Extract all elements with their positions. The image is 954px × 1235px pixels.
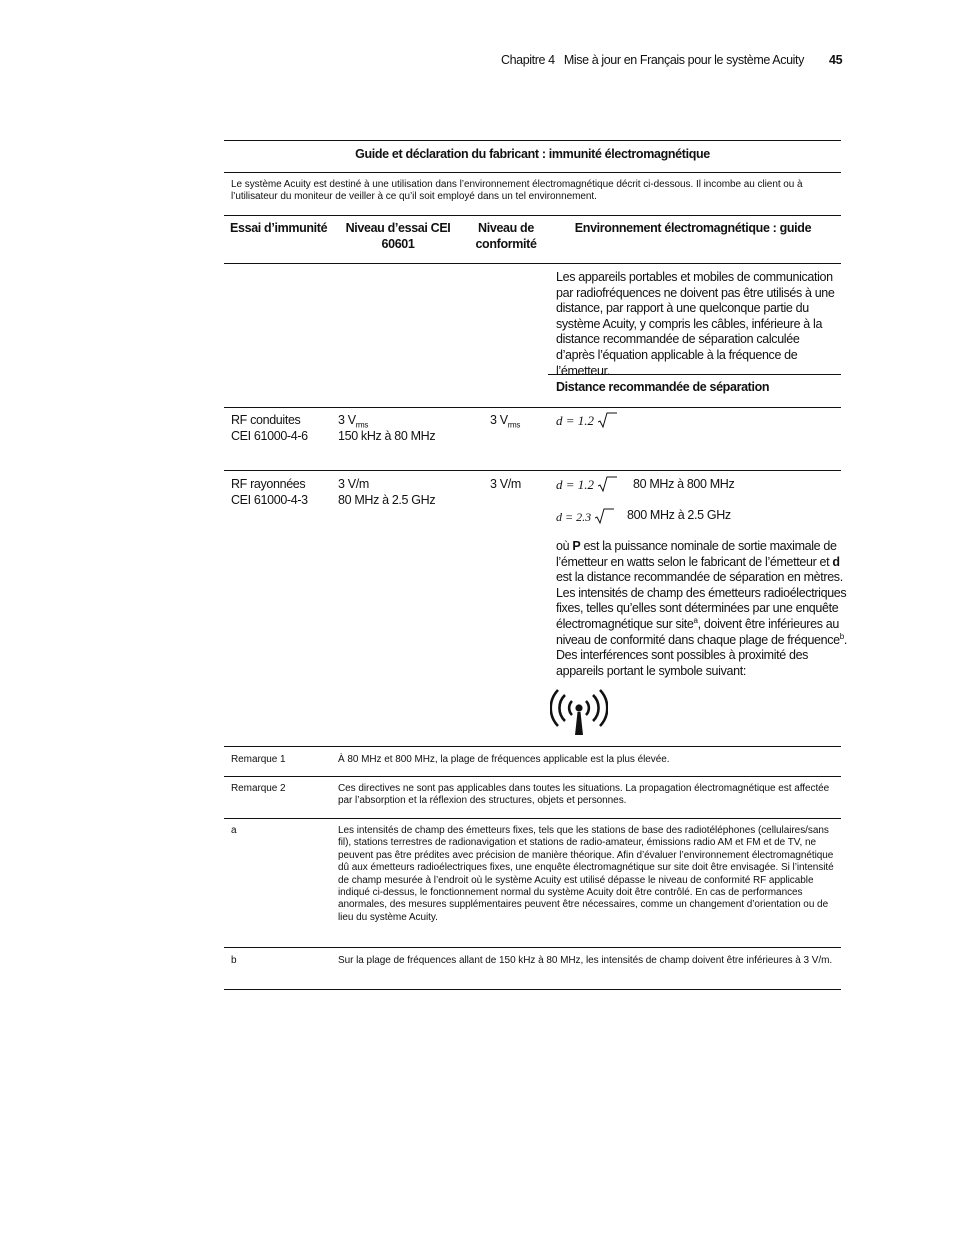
rule: [224, 746, 841, 747]
page-number: 45: [829, 53, 843, 67]
note-label-2: Remarque 2: [231, 783, 286, 794]
radiated-compliance-level: 3 V/m: [490, 477, 521, 491]
square-root-icon: [595, 508, 615, 524]
radiated-formula-1: d = 1.2 80 MHz à 800 MHz: [556, 477, 735, 492]
note-label-1: Remarque 1: [231, 754, 286, 765]
explanation-line: Des interférences sont possibles à proximité des: [556, 648, 809, 663]
rule: [224, 818, 841, 819]
non-ionizing-radiation-icon: [550, 688, 608, 736]
rule: [224, 407, 841, 408]
rule: [224, 947, 841, 948]
conducted-formula: d = 1.2: [556, 412, 618, 430]
column-header-test: Essai d’immunité: [230, 221, 328, 235]
portable-equipment-note: Les appareils portables et mobiles de communication par radiofréquences ne doivent pas être utilisés à une distance, par rapport à une quelconque partie du système Acuity, y compris les câbles, inférieure à la distance recommandée de séparation calculée d’après l’équation applicable à la fréquence de l’émetteur.: [556, 270, 835, 378]
rule: [224, 470, 841, 471]
note-text-a: Les intensités de champ des émetteurs fixes, tels que les stations de base des radiotéléphones (cellulaires/sans fil), stations terrestres de radionavigation et stations de radio-amateur, émissions radio AM et FM et de TV, ne peuvent pas être prédites avec précision de manière théorique. Afin d’évaluer l’environnement électromagnétique dû aux émetteurs radioélectriques fixes, une enquête électromagnétique sur site doit être envisagée. Si l’intensité de champ mesurée à l’endroit où le système Acuity est utilisé dépasse le niveau de conformité RF applicable indiqué ci-dessus, le fonctionnement normal du système Acuity doit être contrôlé. En cas de performances anormales, des mesures supplémentaires peuvent être nécessaires, comme un changement d’orientation ou de lieu du système Acuity.: [338, 825, 834, 923]
radiated-formula-2: d = 2.3 800 MHz à 2.5 GHz: [556, 508, 731, 524]
table-intro: Le système Acuity est destiné à une utilisation dans l’environnement électromagnétique décrit ci-dessous. Il incombe au client ou à l’utilisateur du moniteur de veiller à ce qu’il soit employé dans un tel environnement.: [231, 179, 803, 203]
note-text-b: Sur la plage de fréquences allant de 150 kHz à 80 MHz, les intensités de champ doivent être inférieures à 3 V/m.: [338, 955, 833, 966]
explanation-line: fixes, telles qu’elles sont déterminées par une enquête: [556, 601, 839, 616]
column-header-compliance: Niveau de conformité: [475, 221, 537, 251]
radiated-test-level: 3 V/m 80 MHz à 2.5 GHz: [338, 477, 436, 507]
rule: [224, 215, 841, 216]
square-root-icon: [598, 476, 618, 492]
radiated-explanation: [556, 539, 846, 679]
rule: [224, 172, 841, 173]
explanation-line: appareils portant le symbole suivant:: [556, 663, 746, 678]
page-header: [0, 52, 954, 72]
radiated-test-name: RF rayonnées CEI 61000-4-3: [231, 477, 308, 507]
explanation-line: Les intensités de champ des émetteurs radioélectriques: [556, 585, 847, 600]
table-bottom-rule: [224, 989, 841, 990]
explanation-line: est la distance recommandée de séparation en mètres.: [556, 570, 843, 585]
chapter-title: Chapitre 4 Mise à jour en Français pour le système Acuity: [501, 53, 804, 67]
note-label-b: b: [231, 955, 237, 966]
distance-heading: Distance recommandée de séparation: [556, 380, 770, 394]
square-root-icon: [598, 412, 618, 428]
note-text-1: À 80 MHz et 800 MHz, la plage de fréquences applicable est la plus élevée.: [338, 754, 670, 765]
note-label-a: a: [231, 825, 237, 836]
note-text-2: Ces directives ne sont pas applicables dans toutes les situations. La propagation électromagnétique est affectée par l’absorption et la réflexion des structures, objets et personnes.: [338, 783, 830, 807]
rule: [224, 263, 841, 264]
conducted-compliance-level: 3 $V_{rms}$: [490, 413, 520, 430]
column-header-environment: Environnement électromagnétique : guide: [574, 221, 812, 235]
explanation-line: niveau de conformité dans chaque plage de fréquence$^b$.: [556, 631, 847, 647]
explanation-line: l’émetteur en watts selon le fabricant de l’émetteur et d: [556, 554, 840, 569]
column-header-test-level: Niveau d’essai CEI 60601: [345, 221, 451, 251]
explanation-line: où P est la puissance nominale de sortie maximale de: [556, 539, 837, 553]
conducted-test-level: 3 $V_{rms}$ 150 kHz à 80 MHz: [338, 413, 436, 443]
explanation-line: électromagnétique sur site$^a$, doivent être inférieures au: [556, 615, 839, 631]
conducted-test-name: RF conduites CEI 61000-4-6: [231, 413, 308, 443]
table-title: Guide et déclaration du fabricant : immunité électromagnétique: [355, 147, 710, 161]
rule: [224, 776, 841, 777]
table-top-rule: [224, 140, 841, 141]
